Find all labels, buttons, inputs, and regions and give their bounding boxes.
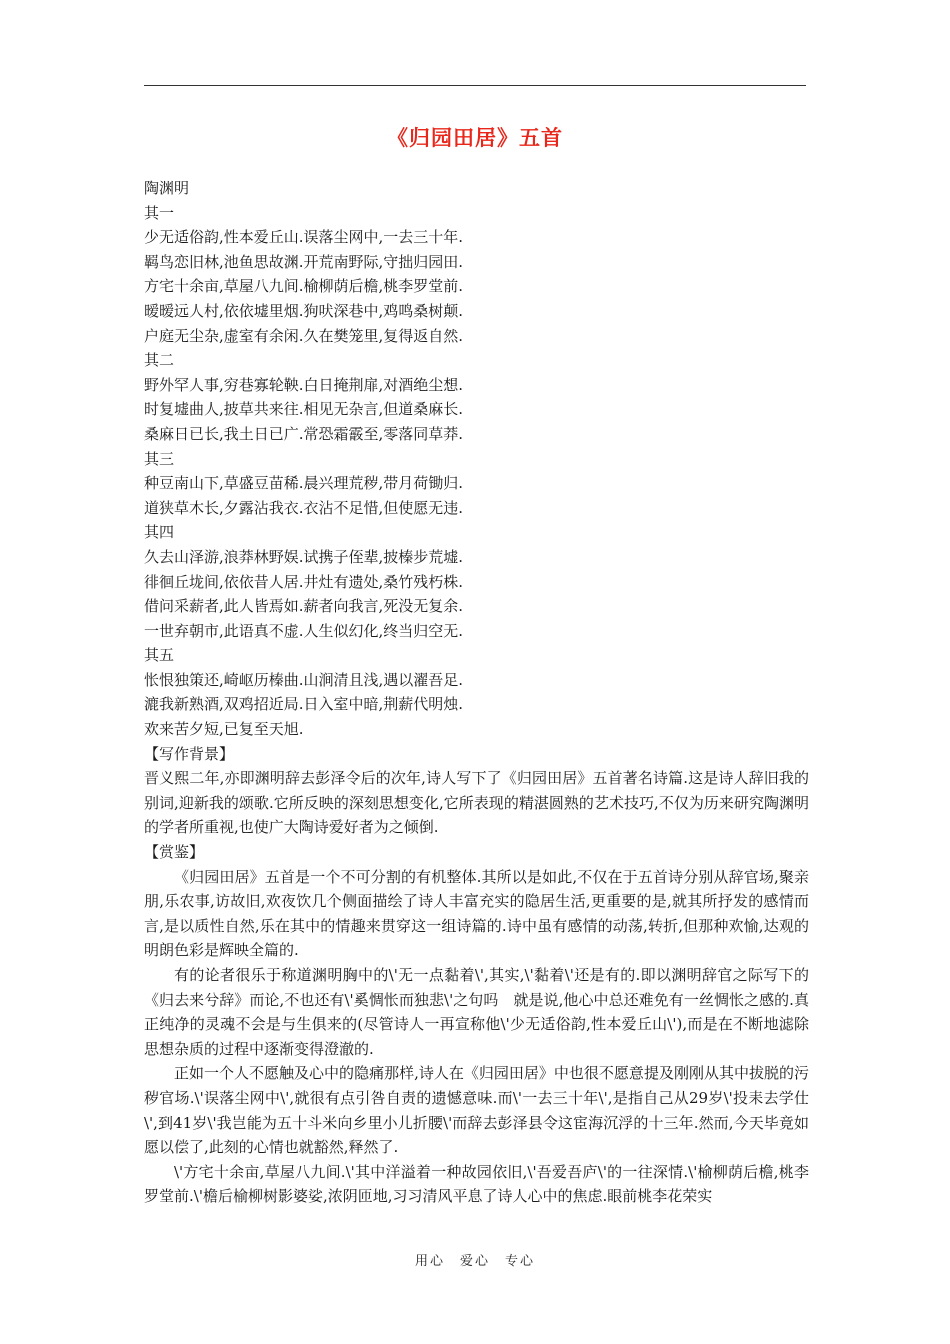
- poem-line: 借问采薪者,此人皆焉如.薪者向我言,死没无复余.: [144, 597, 464, 616]
- poem-line: 桑麻日已长,我土日已广.常恐霜霰至,零落同草莽.: [144, 424, 464, 443]
- page-title: 《归园田居》五首: [387, 125, 563, 150]
- appreciation-paragraph-1: 《归园田居》五首是一个不可分割的有机整体.其所以是如此,不仅在于五首诗分别从辞官场,聚亲朋,乐农事,访故旧,欢夜饮几个侧面描绘了诗人丰富充实的隐居生活,更重要的是,就其所抒发的感情而言,是以质性自然,乐在其中的情趣来贯穿这一组诗篇的.诗中虽有感情的动荡,转折,但那种欢愉,达观的明朗色彩是辉映全篇的.: [144, 867, 809, 960]
- poem-line: 怅恨独策还,崎岖历榛曲.山涧清且浅,遇以濯吾足.: [144, 670, 464, 689]
- poem-line: 羁鸟恋旧林,池鱼思故渊.开荒南野际,守拙归园田.: [144, 252, 464, 271]
- poem-heading-3: 其三: [144, 449, 175, 468]
- poem-line: 野外罕人事,穷巷寡轮鞅.白日掩荆扉,对酒绝尘想.: [144, 375, 464, 394]
- poem-line: 户庭无尘杂,虚室有余闲.久在樊笼里,复得返自然.: [144, 326, 464, 345]
- poem-line: 少无适俗韵,性本爱丘山.误落尘网中,一去三十年.: [144, 228, 464, 247]
- background-heading: 【写作背景】: [144, 744, 235, 763]
- poem-heading-2: 其二: [144, 351, 175, 370]
- appreciation-heading: 【赏鉴】: [144, 843, 205, 862]
- poem-line: 种豆南山下,草盛豆苗稀.晨兴理荒秽,带月荷锄归.: [144, 474, 464, 493]
- poem-line: 久去山泽游,浪莽林野娱.试携子侄辈,披榛步荒墟.: [144, 547, 464, 566]
- poem-line: 时复墟曲人,披草共来往.相见无杂言,但道桑麻长.: [144, 400, 464, 419]
- appreciation-paragraph-3: 正如一个人不愿触及心中的隐痛那样,诗人在《归园田居》中也很不愿意提及刚刚从其中拔脱的污秽官场.\'误落尘网中\',就很有点引咎自责的遗憾意味.而\'一去三十年\',是指自己从29岁\'投耒去学仕\',到41岁\'我岂能为五十斗米向乡里小儿折腰\'而辞去彭泽县令这宦海沉浮的十三年.然而,今天毕竟如愿以偿了,此刻的心情也就豁然,释然了.: [144, 1064, 809, 1157]
- page-footer: 用心 爱心 专心: [414, 1254, 535, 1269]
- header-rule: [144, 85, 806, 86]
- appreciation-paragraph-2: 有的论者很乐于称道渊明胸中的\'无一点黏着\',其实,\'黏着\'还是有的.即以渊明辞官之际写下的《归去来兮辞》而论,不也还有\'奚惆怅而独悲\'之句吗 就是说,他心中总还难免有一丝惆怅之感的.真正纯净的灵魂不会是与生俱来的(尽管诗人一再宣称他\'少无适俗韵,性本爱丘山\'),而是在不断地滤除思想杂质的过程中逐渐变得澄澈的.: [144, 966, 809, 1058]
- appreciation-paragraph-4: \'方宅十余亩,草屋八九间.\'其中洋溢着一种故园依旧,\'吾爱吾庐\'的一往深情.\'榆柳荫后檐,桃李罗堂前.\'檐后榆柳树影婆娑,浓阴匝地,习习清风平息了诗人心中的焦虑.眼前桃李花荣实: [144, 1162, 809, 1206]
- poem-line: 漉我新熟酒,双鸡招近局.日入室中暗,荆薪代明烛.: [144, 695, 464, 714]
- poem-heading-1: 其一: [144, 203, 175, 222]
- author-line: 陶渊明: [144, 179, 190, 197]
- poem-line: 欢来苦夕短,已复至天旭.: [144, 720, 304, 739]
- document-body: [144, 176, 809, 1209]
- background-paragraph: 晋义熙二年,亦即渊明辞去彭泽令后的次年,诗人写下了《归园田居》五首著名诗篇.这是诗人辞旧我的别词,迎新我的颂歌.它所反映的深刻思想变化,它所表现的精湛圆熟的艺术技巧,不仅为历来研究陶渊明的学者所重视,也使广大陶诗爱好者为之倾倒.: [144, 769, 809, 837]
- poem-heading-4: 其四: [144, 523, 175, 542]
- poem-line: 方宅十余亩,草屋八九间.榆柳荫后檐,桃李罗堂前.: [144, 277, 464, 296]
- poem-heading-5: 其五: [144, 646, 175, 665]
- poem-line: 一世弃朝市,此语真不虚.人生似幻化,终当归空无.: [144, 621, 464, 640]
- poem-line: 徘徊丘垅间,依依昔人居.井灶有遗处,桑竹残朽株.: [144, 572, 464, 591]
- poem-line: 道狭草木长,夕露沾我衣.衣沾不足惜,但使愿无违.: [144, 498, 464, 517]
- poem-line: 暧暧远人村,依依墟里烟.狗吠深巷中,鸡鸣桑树颠.: [144, 301, 464, 320]
